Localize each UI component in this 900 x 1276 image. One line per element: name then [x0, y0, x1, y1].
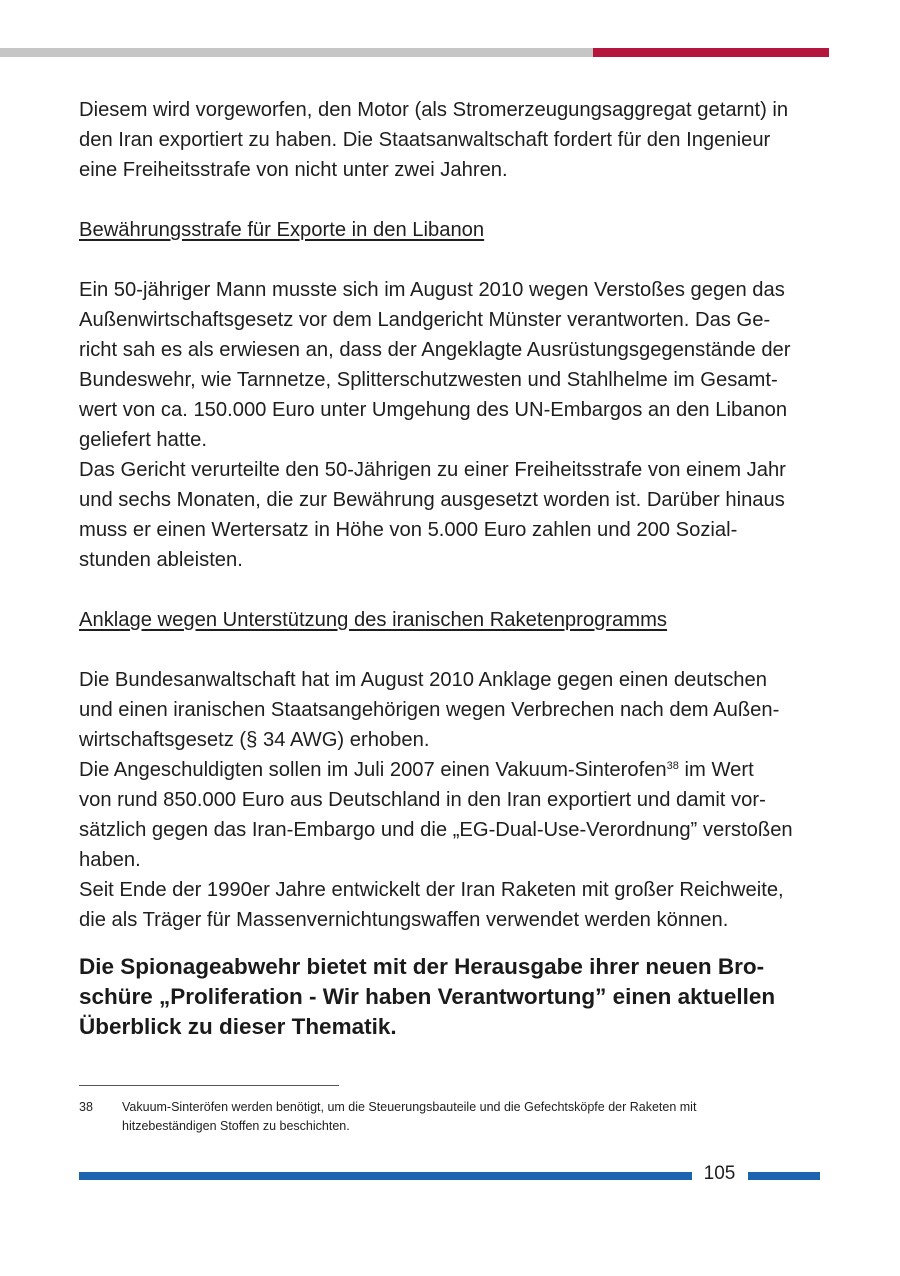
paragraph-lebanon-verdict — [79, 455, 824, 575]
text-line: und sechs Monaten, die zur Bewährung ausgesetzt worden ist. Darüber hinaus — [79, 489, 785, 511]
text-line: Die Angeschuldigten sollen im Juli 2007 einen Vakuum-Sinterofen — [79, 759, 667, 781]
paragraph-motor-export — [79, 95, 824, 185]
header-rule-red — [593, 48, 829, 57]
footnote-reference: 38 — [666, 760, 679, 772]
text-line: Bundeswehr, wie Tarnnetze, Splitterschutzwesten und Stahlhelme im Gesamt- — [79, 369, 778, 391]
heading-iran-missile: Anklage wegen Unterstützung des iranischen Raketenprogramms — [79, 609, 668, 631]
header-rule-grey — [0, 48, 593, 57]
callout-line: Die Spionageabwehr bietet mit der Herausgabe ihrer neuen Bro- — [79, 954, 765, 979]
text-line: muss er einen Wertersatz in Höhe von 5.000 Euro zahlen und 200 Sozial- — [79, 519, 738, 541]
paragraph-indictment — [79, 665, 824, 755]
heading-lebanon: Bewährungsstrafe für Exporte in den Libanon — [79, 219, 485, 241]
text-line: sätzlich gegen das Iran-Embargo und die „EG-Dual-Use-Verordnung” verstoßen — [79, 819, 793, 841]
paragraph-iran-missiles — [79, 875, 824, 935]
main-content — [79, 95, 824, 1042]
text-line: Außenwirtschaftsgesetz vor dem Landgericht Münster verantworten. Das Ge- — [79, 309, 771, 331]
text-line: wirtschaftsgesetz (§ 34 AWG) erhoben. — [79, 729, 430, 751]
footnote-number: 38 — [79, 1100, 93, 1114]
text-line: den Iran exportiert zu haben. Die Staatsanwaltschaft fordert für den Ingenieur — [79, 129, 771, 151]
text-line: wert von ca. 150.000 Euro unter Umgehung des UN-Embargos an den Libanon — [79, 399, 788, 421]
text-line: im Wert — [678, 759, 754, 781]
text-line: die als Träger für Massenvernichtungswaffen verwendet werden können. — [79, 909, 729, 931]
text-line: Ein 50-jähriger Mann musste sich im August 2010 wegen Verstoßes gegen das — [79, 279, 785, 301]
text-line: eine Freiheitsstrafe von nicht unter zwei Jahren. — [79, 159, 508, 181]
text-line: Das Gericht verurteilte den 50-Jährigen zu einer Freiheitsstrafe von einem Jahr — [79, 459, 786, 481]
footer-rule-left — [79, 1172, 692, 1180]
brochure-callout — [79, 952, 824, 1042]
text-line: und einen iranischen Staatsangehörigen wegen Verbrechen nach dem Außen- — [79, 699, 780, 721]
footnote-divider — [79, 1085, 339, 1086]
footnote — [79, 1098, 759, 1136]
text-line: stunden ableisten. — [79, 549, 243, 571]
paragraph-lebanon-case — [79, 275, 824, 455]
paragraph-sintering-furnace — [79, 755, 824, 875]
callout-line: Überblick zu dieser Thematik. — [79, 1014, 397, 1039]
page-number: 105 — [703, 1163, 736, 1184]
text-line: Diesem wird vorgeworfen, den Motor (als Stromerzeugungsaggregat getarnt) in — [79, 99, 789, 121]
text-line: von rund 850.000 Euro aus Deutschland in den Iran exportiert und damit vor- — [79, 789, 766, 811]
callout-line: schüre „Proliferation - Wir haben Verantwortung” einen aktuellen — [79, 984, 776, 1009]
footer-rule-right — [748, 1172, 820, 1180]
text-line: geliefert hatte. — [79, 429, 207, 451]
text-line: haben. — [79, 849, 141, 871]
text-line: richt sah es als erwiesen an, dass der Angeklagte Ausrüstungsgegenstände der — [79, 339, 791, 361]
text-line: Die Bundesanwaltschaft hat im August 2010 Anklage gegen einen deutschen — [79, 669, 767, 691]
text-line: Seit Ende der 1990er Jahre entwickelt der Iran Raketen mit großer Reichweite, — [79, 879, 784, 901]
footnote-text: Vakuum-Sinteröfen werden benötigt, um die Steuerungsbauteile und die Gefechtsköpfe der Raketen mit hitzebeständigen Stoffen zu beschichten. — [122, 1100, 697, 1133]
